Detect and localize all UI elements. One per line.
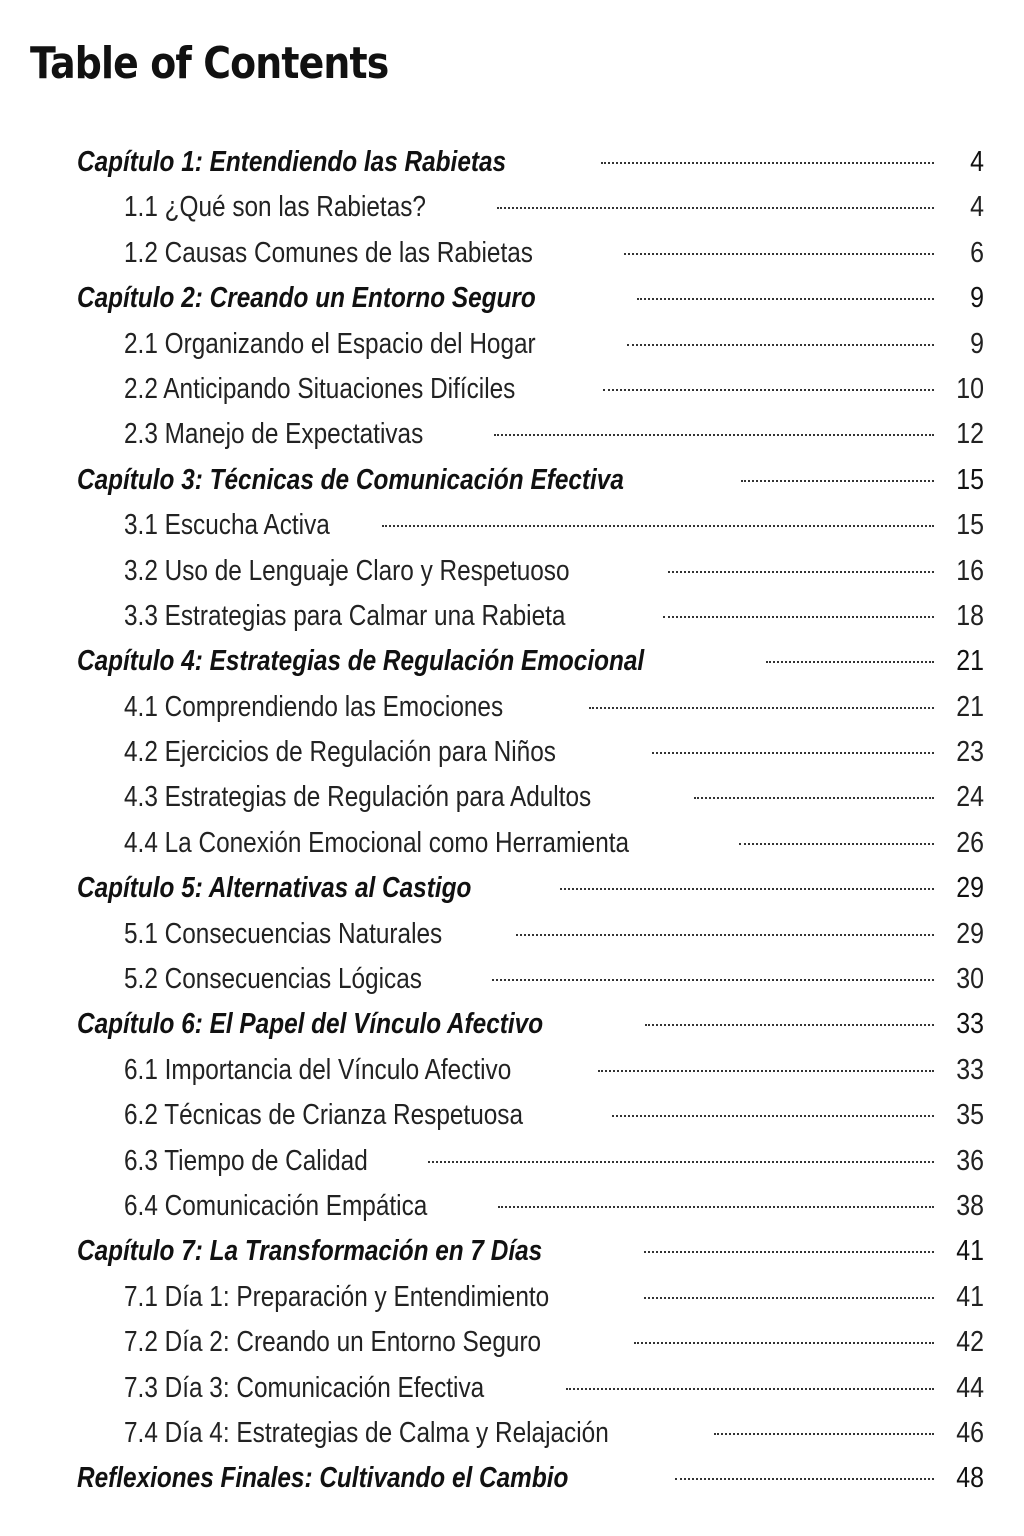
toc-entry-label: 7.4 Día 4: Estrategias de Calma y Relajación	[124, 1416, 609, 1449]
toc-entry-label: 2.3 Manejo de Expectativas	[124, 418, 424, 451]
toc-section-entry[interactable]	[0, 503, 1024, 548]
toc-page-number: 41	[956, 1235, 984, 1268]
toc-dot-leader	[492, 979, 934, 981]
toc-entry-label: Reflexiones Finales: Cultivando el Cambio	[77, 1462, 569, 1495]
toc-entry-label: 4.2 Ejercicios de Regulación para Niños	[124, 736, 556, 769]
toc-page-number: 15	[956, 509, 984, 542]
toc-section-entry[interactable]	[0, 367, 1024, 412]
toc-entry-label: Capítulo 1: Entendiendo las Rabietas	[77, 146, 507, 178]
toc-section-entry[interactable]	[0, 1411, 1024, 1456]
toc-entry-label: 2.2 Anticipando Situaciones Difíciles	[124, 372, 516, 405]
toc-entry-label: Capítulo 5: Alternativas al Castigo	[77, 872, 472, 905]
toc-section-entry[interactable]	[0, 730, 1024, 775]
toc-entry-label: Capítulo 4: Estrategias de Regulación Emocional	[77, 645, 645, 678]
toc-section-entry[interactable]	[0, 1139, 1024, 1184]
toc-entry-label: 7.2 Día 2: Creando un Entorno Seguro	[124, 1326, 542, 1359]
toc-dot-leader	[601, 162, 934, 164]
toc-dot-leader	[644, 1297, 934, 1299]
toc-page-number: 41	[956, 1280, 984, 1313]
toc-dot-leader	[498, 1206, 934, 1208]
toc-entry-label: 1.1 ¿Qué son las Rabietas?	[124, 191, 426, 224]
toc-section-entry[interactable]	[0, 549, 1024, 594]
toc-entry-label: 3.3 Estrategias para Calmar una Rabieta	[124, 599, 566, 632]
toc-entry-label: 1.2 Causas Comunes de las Rabietas	[124, 236, 533, 269]
toc-dot-leader	[668, 571, 934, 573]
toc-entry-label: 3.2 Uso de Lenguaje Claro y Respetuoso	[124, 554, 570, 587]
toc-page-number: 26	[956, 826, 984, 859]
toc-entry-label: 6.1 Importancia del Vínculo Afectivo	[124, 1053, 512, 1086]
toc-dot-leader	[627, 344, 934, 346]
toc-dot-leader	[645, 1024, 934, 1026]
toc-section-entry[interactable]	[0, 912, 1024, 957]
toc-entry-label: 4.1 Comprendiendo las Emociones	[124, 690, 504, 723]
toc-page-number: 38	[956, 1189, 984, 1222]
toc-chapter-entry[interactable]	[0, 639, 1024, 684]
toc-section-entry[interactable]	[0, 1275, 1024, 1320]
toc-dot-leader	[714, 1433, 934, 1435]
toc-section-entry[interactable]	[0, 1320, 1024, 1365]
toc-page-number: 44	[956, 1371, 984, 1404]
toc-entry-label: 7.1 Día 1: Preparación y Entendimiento	[124, 1280, 550, 1313]
toc-section-entry[interactable]	[0, 1093, 1024, 1138]
toc-list	[0, 140, 1024, 1502]
toc-title: Table of Contents	[30, 38, 389, 89]
toc-page-number: 29	[956, 917, 984, 950]
toc-entry-label: 4.4 La Conexión Emocional como Herramienta	[124, 826, 630, 859]
toc-dot-leader	[644, 1251, 934, 1253]
toc-dot-leader	[560, 888, 934, 890]
toc-page-number: 18	[956, 599, 984, 632]
toc-page-number: 23	[956, 736, 984, 769]
toc-page-number: 21	[956, 645, 984, 678]
toc-page-number: 36	[956, 1144, 984, 1177]
toc-entry-label: 6.2 Técnicas de Crianza Respetuosa	[124, 1099, 524, 1132]
toc-page-number: 46	[956, 1416, 984, 1449]
toc-page-number: 33	[956, 1008, 984, 1041]
toc-section-entry[interactable]	[0, 412, 1024, 457]
toc-chapter-entry[interactable]	[0, 866, 1024, 911]
toc-chapter-entry[interactable]	[0, 1002, 1024, 1047]
toc-page-number: 29	[956, 872, 984, 905]
toc-dot-leader	[739, 843, 934, 845]
toc-page-number: 24	[956, 781, 984, 814]
toc-section-entry[interactable]	[0, 685, 1024, 730]
toc-dot-leader	[624, 253, 934, 255]
toc-dot-leader	[566, 1388, 934, 1390]
toc-entry-label: 4.3 Estrategias de Regulación para Adultos	[124, 781, 592, 814]
toc-chapter-entry[interactable]	[0, 276, 1024, 321]
toc-section-entry[interactable]	[0, 821, 1024, 866]
toc-entry-label: Capítulo 3: Técnicas de Comunicación Efectiva	[77, 463, 624, 496]
toc-dot-leader	[741, 480, 934, 482]
toc-entry-label: Capítulo 2: Creando un Entorno Seguro	[77, 282, 536, 315]
toc-entry-label: 2.1 Organizando el Espacio del Hogar	[124, 327, 536, 360]
toc-dot-leader	[663, 616, 934, 618]
toc-chapter-entry[interactable]	[0, 140, 1024, 185]
toc-section-entry[interactable]	[0, 1366, 1024, 1411]
toc-page-number: 9	[970, 327, 984, 360]
toc-dot-leader	[652, 752, 934, 754]
toc-chapter-entry[interactable]	[0, 458, 1024, 503]
toc-section-entry[interactable]	[0, 957, 1024, 1002]
toc-chapter-entry[interactable]	[0, 1229, 1024, 1274]
toc-dot-leader	[694, 797, 934, 799]
toc-dot-leader	[428, 1161, 934, 1163]
toc-dot-leader	[634, 1342, 934, 1344]
toc-chapter-entry[interactable]	[0, 1456, 1024, 1501]
toc-entry-label: Capítulo 7: La Transformación en 7 Días	[77, 1235, 543, 1268]
toc-dot-leader	[675, 1478, 934, 1480]
toc-page-number: 21	[956, 690, 984, 723]
toc-dot-leader	[516, 934, 934, 936]
toc-dot-leader	[589, 707, 934, 709]
toc-section-entry[interactable]	[0, 322, 1024, 367]
toc-section-entry[interactable]	[0, 594, 1024, 639]
toc-section-entry[interactable]	[0, 1048, 1024, 1093]
toc-page-number: 35	[956, 1099, 984, 1132]
toc-dot-leader	[382, 525, 934, 527]
toc-dot-leader	[494, 434, 934, 436]
toc-page-number: 6	[970, 236, 984, 269]
toc-entry-label: 6.3 Tiempo de Calidad	[124, 1144, 368, 1177]
toc-section-entry[interactable]	[0, 775, 1024, 820]
toc-page-number: 9	[970, 282, 984, 315]
toc-entry-label: 5.1 Consecuencias Naturales	[124, 917, 443, 950]
toc-dot-leader	[612, 1115, 934, 1117]
toc-section-entry[interactable]	[0, 231, 1024, 276]
toc-section-entry[interactable]	[0, 185, 1024, 230]
toc-page-number: 4	[970, 146, 984, 178]
toc-section-entry[interactable]	[0, 1184, 1024, 1229]
toc-entry-label: 7.3 Día 3: Comunicación Efectiva	[124, 1371, 485, 1404]
toc-dot-leader	[598, 1070, 934, 1072]
toc-page-number: 15	[956, 463, 984, 496]
toc-page-number: 42	[956, 1326, 984, 1359]
toc-page-number: 33	[956, 1053, 984, 1086]
toc-page-number: 4	[970, 191, 984, 224]
toc-page-number: 48	[956, 1462, 984, 1495]
toc-page-number: 12	[956, 418, 984, 451]
toc-page-number: 16	[956, 554, 984, 587]
toc-entry-label: 5.2 Consecuencias Lógicas	[124, 963, 422, 996]
toc-page-number: 10	[956, 372, 984, 405]
toc-dot-leader	[603, 389, 934, 391]
toc-dot-leader	[497, 207, 934, 209]
toc-entry-label: 6.4 Comunicación Empática	[124, 1189, 428, 1222]
toc-entry-label: 3.1 Escucha Activa	[124, 509, 330, 542]
toc-dot-leader	[637, 298, 934, 300]
toc-dot-leader	[766, 661, 934, 663]
toc-entry-label: Capítulo 6: El Papel del Vínculo Afectivo	[77, 1008, 544, 1041]
toc-page-number: 30	[956, 963, 984, 996]
